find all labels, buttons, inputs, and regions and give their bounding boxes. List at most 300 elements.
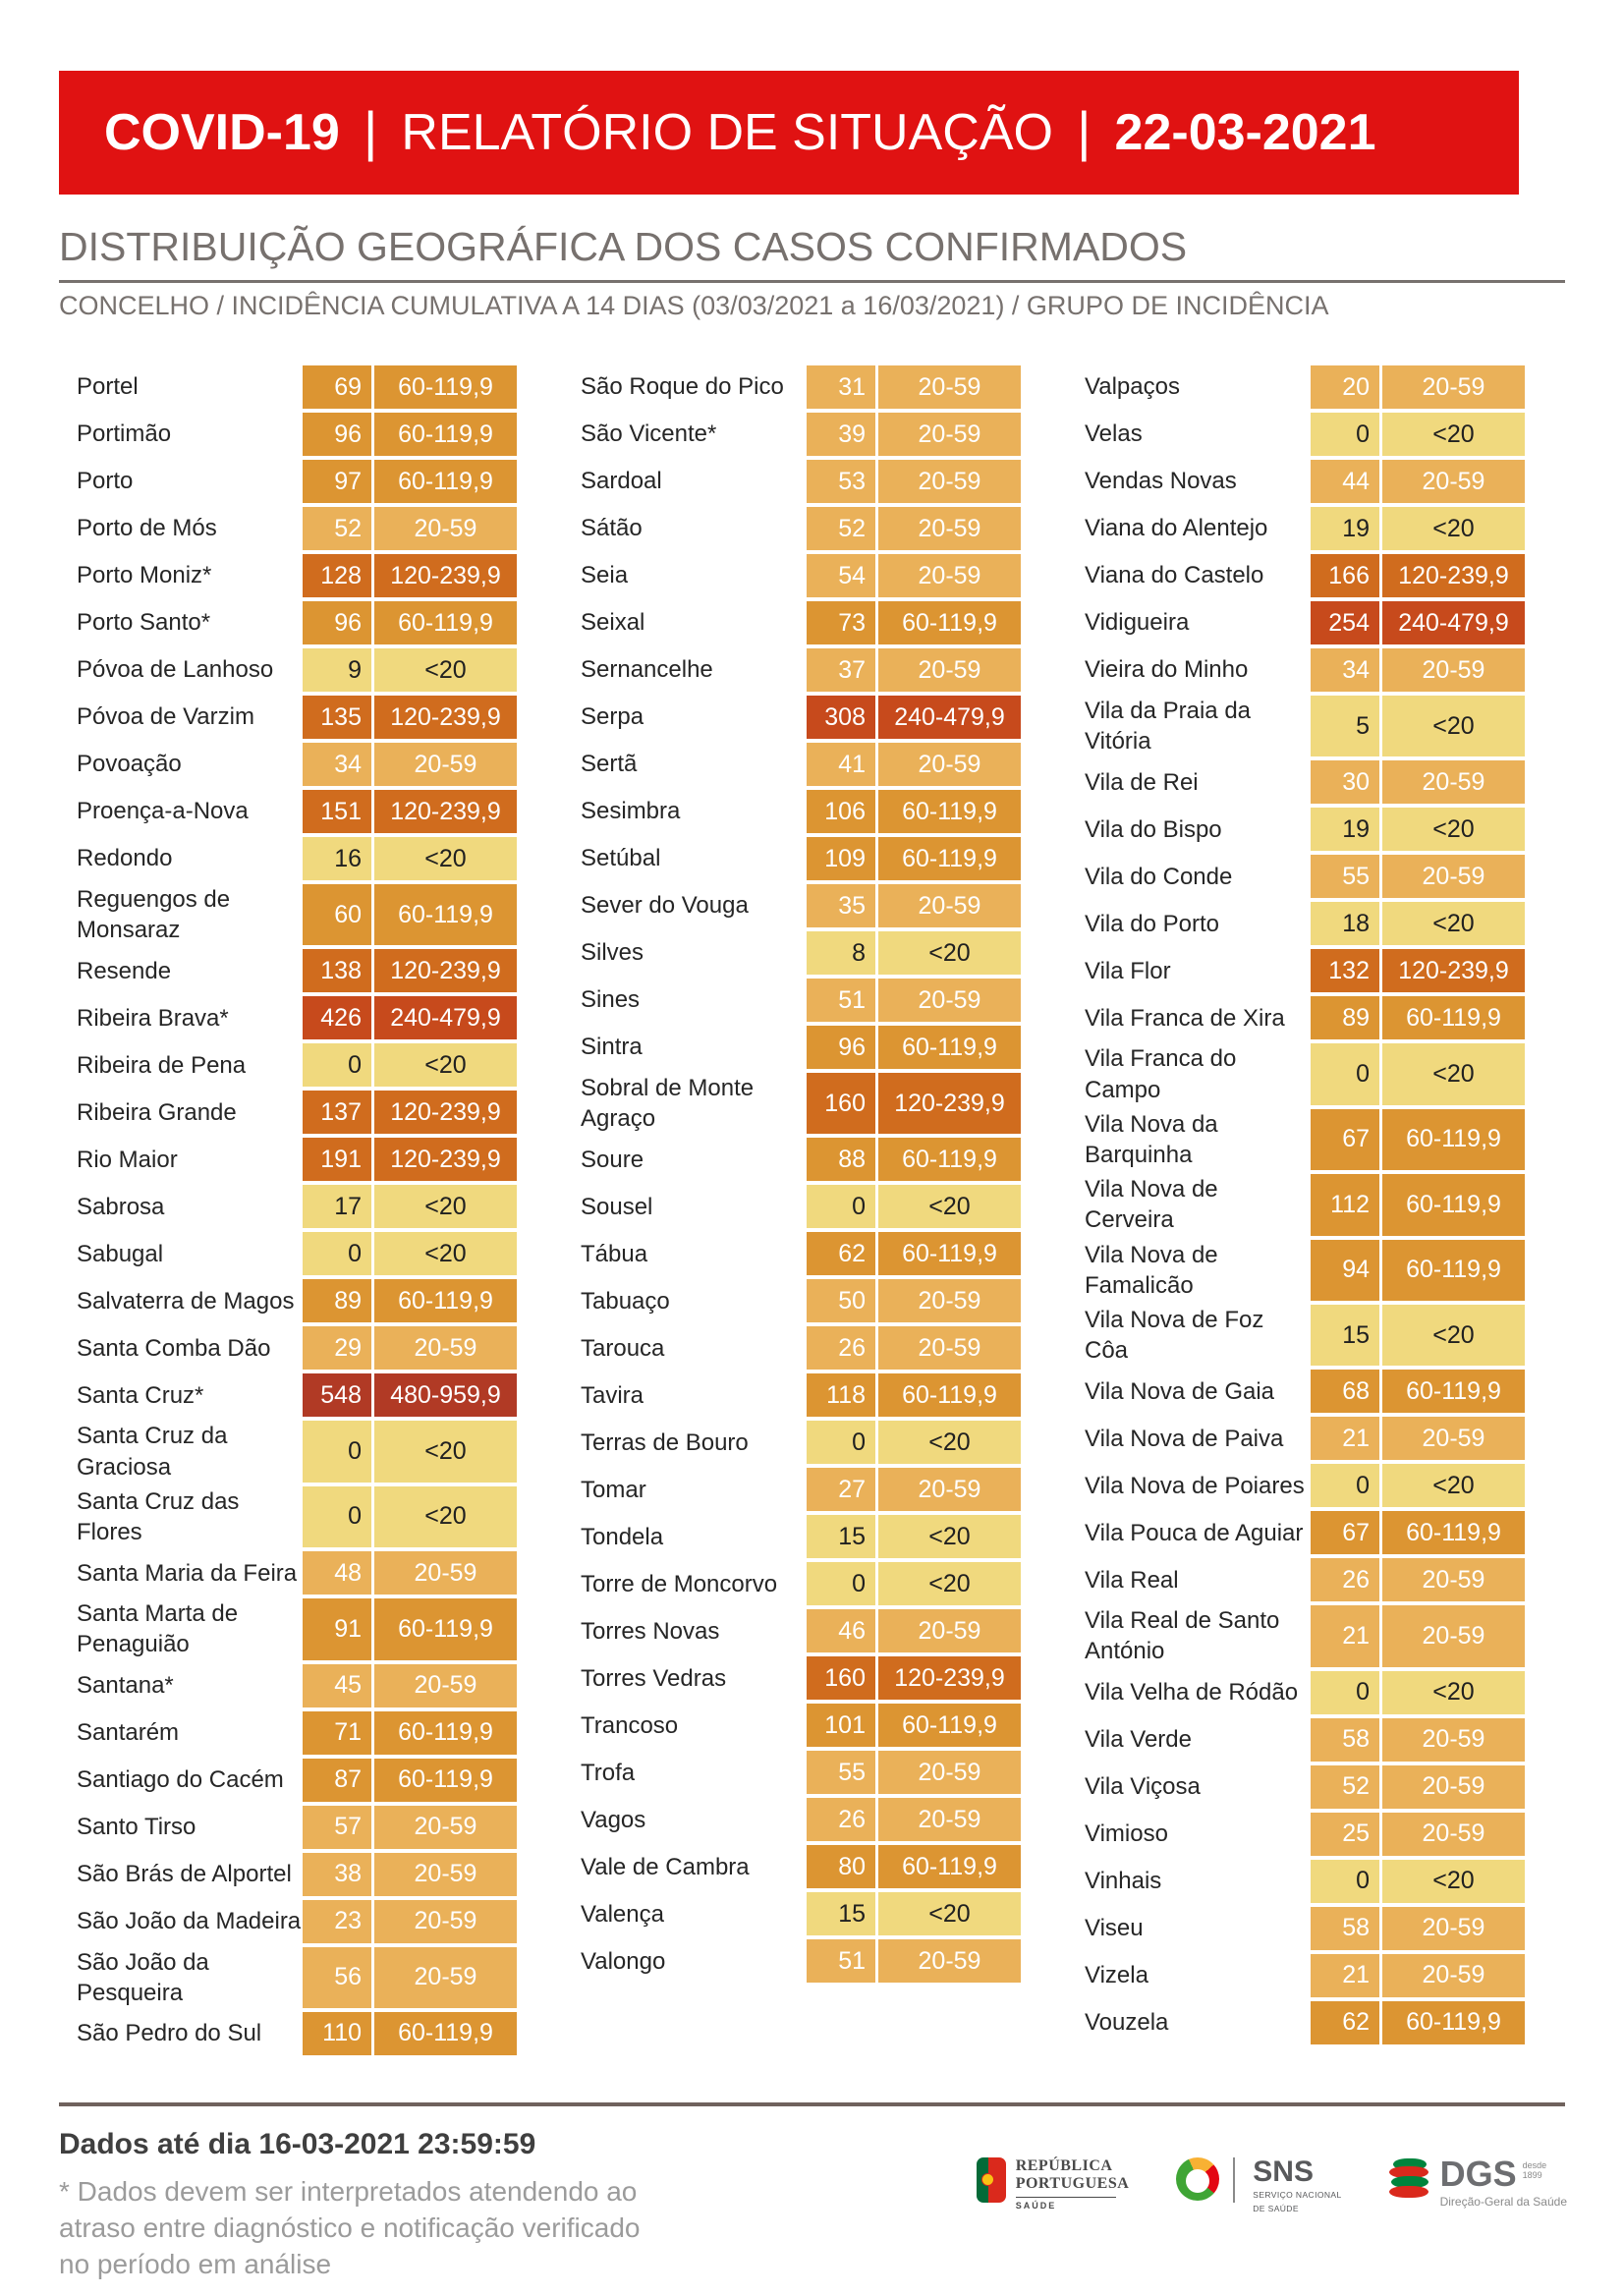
case-value-cell: 46	[807, 1609, 875, 1652]
municipality-name: Vendas Novas	[1085, 468, 1237, 495]
table-row	[1067, 365, 1525, 409]
incidence-group-cell: <20	[374, 1232, 517, 1275]
incidence-group-cell: 480-959,9	[374, 1373, 517, 1417]
table-row	[563, 1326, 1021, 1370]
page-title: DISTRIBUIÇÃO GEOGRÁFICA DOS CASOS CONFIRMADOS	[59, 224, 1565, 283]
municipality-name: Santo Tirso	[77, 1813, 196, 1840]
municipality-name: Tábua	[581, 1240, 648, 1267]
table-row	[563, 1892, 1021, 1935]
municipality-name: Vila Nova de Gaia	[1085, 1377, 1275, 1405]
case-value-cell: 308	[807, 696, 875, 739]
incidence-group-cell: 20-59	[878, 1468, 1021, 1511]
municipality-name: São Brás de Alportel	[77, 1860, 292, 1887]
republica-saude-label: SAÚDE	[1015, 2200, 1057, 2211]
case-value-cell: 27	[807, 1468, 875, 1511]
table-row	[1067, 1860, 1525, 1903]
case-value-cell: 58	[1311, 1907, 1379, 1950]
dgs-logo	[1389, 2154, 1567, 2210]
municipality-name: Vieira do Minho	[1085, 656, 1249, 684]
table-row	[1067, 949, 1525, 992]
table-column-1	[59, 365, 517, 2059]
municipality-name: Sesimbra	[581, 798, 681, 825]
incidence-table	[59, 365, 1525, 2059]
case-value-cell: 34	[1311, 648, 1379, 692]
table-row	[563, 554, 1021, 597]
case-value-cell: 34	[303, 743, 371, 786]
incidence-group-cell: 20-59	[1382, 1605, 1525, 1666]
municipality-name: Porto Santo*	[77, 609, 211, 637]
case-value-cell: 50	[807, 1279, 875, 1322]
table-row	[1067, 902, 1525, 945]
table-row	[59, 1185, 517, 1228]
incidence-group-cell: <20	[374, 1043, 517, 1087]
incidence-group-cell: 60-119,9	[1382, 1109, 1525, 1170]
case-value-cell: 55	[1311, 855, 1379, 898]
incidence-group-cell: 20-59	[878, 743, 1021, 786]
case-value-cell: 0	[807, 1185, 875, 1228]
municipality-name: Vila Nova da Barquinha	[1085, 1110, 1218, 1168]
case-value-cell: 106	[807, 790, 875, 833]
table-row	[59, 1279, 517, 1322]
case-value-cell: 52	[807, 507, 875, 550]
municipality-name: Santa Cruz da Graciosa	[77, 1423, 228, 1481]
incidence-group-cell: 120-239,9	[1382, 949, 1525, 992]
case-value-cell: 112	[1311, 1174, 1379, 1235]
case-value-cell: 0	[303, 1486, 371, 1547]
table-row	[563, 979, 1021, 1022]
case-value-cell: 68	[1311, 1370, 1379, 1413]
case-value-cell: 109	[807, 837, 875, 880]
incidence-group-cell: 60-119,9	[1382, 1174, 1525, 1235]
case-value-cell: 18	[1311, 902, 1379, 945]
incidence-group-cell: <20	[1382, 1305, 1525, 1366]
table-row	[59, 696, 517, 739]
municipality-name: Sabugal	[77, 1240, 164, 1267]
table-row	[563, 1421, 1021, 1464]
table-row	[563, 743, 1021, 786]
incidence-group-cell: 60-119,9	[374, 460, 517, 503]
incidence-group-cell: <20	[1382, 413, 1525, 456]
case-value-cell: 17	[303, 1185, 371, 1228]
case-value-cell: 88	[807, 1138, 875, 1181]
municipality-name: Rio Maior	[77, 1146, 178, 1173]
case-value-cell: 0	[807, 1562, 875, 1605]
table-row	[59, 1947, 517, 2008]
table-row	[563, 1468, 1021, 1511]
case-value-cell: 58	[1311, 1718, 1379, 1762]
incidence-group-cell: <20	[1382, 1671, 1525, 1714]
footnote-text: * Dados devem ser interpretados atendendo ao atraso entre diagnóstico e notificação verificado no período em análise	[59, 2176, 641, 2280]
incidence-group-cell: 240-479,9	[1382, 601, 1525, 644]
incidence-group-cell: 60-119,9	[1382, 1240, 1525, 1301]
municipality-name: Sines	[581, 986, 641, 1014]
table-row	[59, 790, 517, 833]
incidence-group-cell: 20-59	[878, 1279, 1021, 1322]
dgs-subtitle: Direção-Geral da Saúde	[1439, 2195, 1567, 2210]
table-row	[563, 931, 1021, 975]
municipality-name: Santana*	[77, 1671, 174, 1699]
table-row	[1067, 1305, 1525, 1366]
case-value-cell: 45	[303, 1664, 371, 1707]
incidence-group-cell: 60-119,9	[374, 2012, 517, 2055]
case-value-cell: 135	[303, 696, 371, 739]
incidence-group-cell: <20	[878, 1421, 1021, 1464]
table-row	[563, 1373, 1021, 1417]
table-row	[563, 1138, 1021, 1181]
municipality-name: Povoação	[77, 751, 182, 778]
incidence-group-cell: 120-239,9	[878, 1656, 1021, 1700]
table-row	[59, 837, 517, 880]
table-row	[1067, 648, 1525, 692]
incidence-group-cell: 60-119,9	[878, 1026, 1021, 1069]
incidence-group-cell: <20	[878, 1185, 1021, 1228]
incidence-group-cell: 60-119,9	[1382, 2001, 1525, 2044]
municipality-name: Valpaços	[1085, 373, 1180, 401]
case-value-cell: 56	[303, 1947, 371, 2008]
incidence-group-cell: 20-59	[878, 413, 1021, 456]
case-value-cell: 151	[303, 790, 371, 833]
municipality-name: Santa Cruz*	[77, 1381, 204, 1409]
case-value-cell: 96	[807, 1026, 875, 1069]
municipality-name: Tavira	[581, 1381, 644, 1409]
incidence-group-cell: 20-59	[374, 1664, 517, 1707]
case-value-cell: 52	[303, 507, 371, 550]
case-value-cell: 132	[1311, 949, 1379, 992]
table-row	[563, 1939, 1021, 1983]
incidence-group-cell: 20-59	[374, 743, 517, 786]
table-row	[1067, 1813, 1525, 1856]
case-value-cell: 0	[303, 1421, 371, 1482]
table-row	[1067, 1043, 1525, 1104]
table-row	[59, 1486, 517, 1547]
table-row	[563, 837, 1021, 880]
case-value-cell: 9	[303, 648, 371, 692]
municipality-name: Reguengos de Monsaraz	[77, 886, 231, 944]
incidence-group-cell: 20-59	[878, 979, 1021, 1022]
municipality-name: Sertã	[581, 751, 638, 778]
incidence-group-cell: 20-59	[1382, 1907, 1525, 1950]
incidence-group-cell: 20-59	[1382, 648, 1525, 692]
dgs-since: desde 1899	[1522, 2160, 1547, 2180]
incidence-group-cell: 60-119,9	[878, 601, 1021, 644]
table-row	[563, 1185, 1021, 1228]
table-row	[59, 365, 517, 409]
municipality-name: Santa Cruz das Flores	[77, 1487, 240, 1545]
incidence-group-cell: 60-119,9	[1382, 1511, 1525, 1554]
municipality-name: Torres Vedras	[581, 1664, 727, 1692]
data-cutoff-text: Dados até dia 16-03-2021 23:59:59	[59, 2128, 536, 2160]
municipality-name: São Vicente*	[581, 420, 717, 448]
table-row	[59, 1598, 517, 1659]
incidence-group-cell: 60-119,9	[878, 1373, 1021, 1417]
municipality-name: Trofa	[581, 1759, 636, 1786]
case-value-cell: 37	[807, 648, 875, 692]
case-value-cell: 23	[303, 1900, 371, 1943]
incidence-group-cell: 60-119,9	[1382, 1370, 1525, 1413]
republica-rule	[1016, 2197, 1116, 2198]
municipality-name: Resende	[77, 957, 172, 984]
table-row	[1067, 696, 1525, 756]
table-row	[1067, 808, 1525, 851]
table-row	[59, 648, 517, 692]
table-row	[59, 743, 517, 786]
municipality-name: Vila do Bispo	[1085, 815, 1222, 843]
table-row	[59, 413, 517, 456]
case-value-cell: 96	[303, 601, 371, 644]
municipality-name: Vila Viçosa	[1085, 1773, 1201, 1801]
municipality-name: Viana do Alentejo	[1085, 515, 1268, 542]
case-value-cell: 0	[1311, 413, 1379, 456]
incidence-group-cell: <20	[1382, 1043, 1525, 1104]
table-row	[1067, 1109, 1525, 1170]
municipality-name: Vila do Conde	[1085, 863, 1233, 890]
dgs-name: DGS	[1439, 2154, 1517, 2194]
table-row	[563, 413, 1021, 456]
case-value-cell: 69	[303, 365, 371, 409]
table-row	[563, 790, 1021, 833]
incidence-group-cell: <20	[1382, 808, 1525, 851]
case-value-cell: 0	[1311, 1671, 1379, 1714]
case-value-cell: 51	[807, 1939, 875, 1983]
incidence-group-cell: 240-479,9	[374, 996, 517, 1039]
incidence-group-cell: <20	[374, 1185, 517, 1228]
incidence-group-cell: 120-239,9	[374, 1138, 517, 1181]
table-row	[59, 554, 517, 597]
case-value-cell: 15	[807, 1892, 875, 1935]
incidence-group-cell: 20-59	[878, 1751, 1021, 1794]
table-row	[59, 1043, 517, 1087]
case-value-cell: 71	[303, 1711, 371, 1755]
municipality-name: Sousel	[581, 1193, 653, 1220]
case-value-cell: 55	[807, 1751, 875, 1794]
municipality-name: Portimão	[77, 420, 172, 448]
case-value-cell: 39	[807, 413, 875, 456]
table-row	[563, 1704, 1021, 1747]
incidence-group-cell: 20-59	[374, 1551, 517, 1595]
municipality-name: Portel	[77, 373, 139, 401]
municipality-name: Trancoso	[581, 1711, 679, 1739]
municipality-name: Sintra	[581, 1034, 643, 1061]
table-row	[1067, 760, 1525, 804]
incidence-group-cell: 20-59	[374, 1900, 517, 1943]
table-row	[563, 1515, 1021, 1558]
table-row	[1067, 1954, 1525, 1997]
municipality-name: Torres Novas	[581, 1617, 720, 1645]
sns-divider-bar	[1233, 2157, 1235, 2203]
case-value-cell: 67	[1311, 1109, 1379, 1170]
incidence-group-cell: <20	[374, 648, 517, 692]
table-row	[59, 1551, 517, 1595]
case-value-cell: 128	[303, 554, 371, 597]
incidence-group-cell: 60-119,9	[878, 837, 1021, 880]
municipality-name: Vale de Cambra	[581, 1853, 750, 1880]
municipality-name: Santa Maria da Feira	[77, 1559, 298, 1587]
municipality-name: Vila Franca de Xira	[1085, 1004, 1285, 1032]
municipality-name: Santarém	[77, 1718, 180, 1746]
incidence-group-cell: 20-59	[878, 1609, 1021, 1652]
municipality-name: Sátão	[581, 515, 643, 542]
table-row	[59, 1373, 517, 1417]
incidence-group-cell: 20-59	[1382, 365, 1525, 409]
incidence-group-cell: 60-119,9	[374, 884, 517, 945]
incidence-group-cell: 120-239,9	[374, 554, 517, 597]
incidence-group-cell: 20-59	[878, 1939, 1021, 1983]
municipality-name: Santa Comba Dão	[77, 1334, 271, 1362]
incidence-group-cell: 20-59	[1382, 760, 1525, 804]
municipality-name: Vidigueira	[1085, 609, 1190, 637]
case-value-cell: 19	[1311, 808, 1379, 851]
incidence-group-cell: <20	[374, 1421, 517, 1482]
incidence-group-cell: 20-59	[1382, 1417, 1525, 1460]
case-value-cell: 110	[303, 2012, 371, 2055]
banner-separator: |	[1076, 99, 1092, 162]
case-value-cell: 31	[807, 365, 875, 409]
table-row	[59, 1806, 517, 1849]
case-value-cell: 191	[303, 1138, 371, 1181]
incidence-group-cell: 20-59	[374, 507, 517, 550]
table-row	[563, 1026, 1021, 1069]
sns-logo	[1176, 2157, 1341, 2213]
municipality-name: Ribeira Brava*	[77, 1004, 229, 1032]
case-value-cell: 21	[1311, 1417, 1379, 1460]
incidence-group-cell: 60-119,9	[374, 1279, 517, 1322]
municipality-name: Vouzela	[1085, 2009, 1169, 2037]
incidence-group-cell: 120-239,9	[374, 696, 517, 739]
municipality-name: Póvoa de Varzim	[77, 703, 254, 731]
municipality-name: Vila de Rei	[1085, 768, 1199, 796]
banner-report-title: RELATÓRIO DE SITUAÇÃO	[401, 104, 1053, 161]
table-row	[563, 1751, 1021, 1794]
incidence-group-cell: <20	[374, 837, 517, 880]
footer-logos	[977, 2154, 1567, 2213]
incidence-group-cell: <20	[878, 931, 1021, 975]
municipality-name: Vila Flor	[1085, 957, 1171, 984]
municipality-name: Vila Nova de Foz Côa	[1085, 1306, 1264, 1365]
footer-divider	[59, 2102, 1565, 2106]
incidence-group-cell: 20-59	[878, 884, 1021, 927]
table-row	[1067, 1558, 1525, 1601]
incidence-group-cell: 60-119,9	[374, 1759, 517, 1802]
incidence-group-cell: <20	[374, 1486, 517, 1547]
municipality-name: São Pedro do Sul	[77, 2020, 262, 2047]
incidence-group-cell: 20-59	[374, 1806, 517, 1849]
case-value-cell: 67	[1311, 1511, 1379, 1554]
table-row	[563, 1656, 1021, 1700]
municipality-name: Valongo	[581, 1947, 666, 1975]
case-value-cell: 57	[303, 1806, 371, 1849]
incidence-group-cell: 60-119,9	[374, 413, 517, 456]
municipality-name: Tabuaço	[581, 1287, 670, 1315]
table-row	[563, 1279, 1021, 1322]
table-row	[59, 1326, 517, 1370]
incidence-group-cell: 20-59	[878, 1326, 1021, 1370]
incidence-group-cell: <20	[878, 1892, 1021, 1935]
page-subtitle: CONCELHO / INCIDÊNCIA CUMULATIVA A 14 DIAS (03/03/2021 a 16/03/2021) / GRUPO DE INCIDÊNCIA	[59, 291, 1329, 320]
case-value-cell: 254	[1311, 601, 1379, 644]
incidence-group-cell: 60-119,9	[878, 1845, 1021, 1888]
table-row	[59, 2012, 517, 2055]
republica-portuguesa-logo	[977, 2157, 1130, 2211]
case-value-cell: 51	[807, 979, 875, 1022]
table-row	[1067, 2001, 1525, 2044]
case-value-cell: 8	[807, 931, 875, 975]
table-row	[1067, 507, 1525, 550]
table-row	[1067, 413, 1525, 456]
table-row	[59, 1759, 517, 1802]
municipality-name: Sernancelhe	[581, 656, 713, 684]
case-value-cell: 87	[303, 1759, 371, 1802]
case-value-cell: 30	[1311, 760, 1379, 804]
republica-line1: REPÚBLICA	[1015, 2157, 1113, 2174]
table-row	[563, 1609, 1021, 1652]
municipality-name: Porto de Mós	[77, 515, 217, 542]
table-row	[59, 884, 517, 945]
case-value-cell: 53	[807, 460, 875, 503]
table-row	[1067, 855, 1525, 898]
table-row	[59, 996, 517, 1039]
incidence-group-cell: <20	[1382, 696, 1525, 756]
banner-date: 22-03-2021	[1114, 104, 1376, 161]
incidence-group-cell: 20-59	[1382, 1954, 1525, 1997]
incidence-group-cell: <20	[878, 1562, 1021, 1605]
municipality-name: Sardoal	[581, 468, 662, 495]
table-row	[563, 601, 1021, 644]
case-value-cell: 0	[303, 1232, 371, 1275]
banner-app-name: COVID-19	[104, 104, 340, 161]
case-value-cell: 91	[303, 1598, 371, 1659]
municipality-name: Vila Nova de Poiares	[1085, 1472, 1305, 1499]
municipality-name: Póvoa de Lanhoso	[77, 656, 274, 684]
case-value-cell: 21	[1311, 1605, 1379, 1666]
case-value-cell: 160	[807, 1656, 875, 1700]
sns-subtitle-line2: DE SAÚDE	[1253, 2203, 1299, 2213]
municipality-name: Soure	[581, 1146, 644, 1173]
case-value-cell: 137	[303, 1091, 371, 1134]
table-row	[59, 507, 517, 550]
case-value-cell: 35	[807, 884, 875, 927]
table-row	[1067, 1605, 1525, 1666]
incidence-group-cell: <20	[1382, 1860, 1525, 1903]
incidence-group-cell: <20	[1382, 1464, 1525, 1507]
municipality-name: Vagos	[581, 1806, 646, 1833]
incidence-group-cell: 60-119,9	[374, 365, 517, 409]
municipality-name: Proença-a-Nova	[77, 798, 249, 825]
municipality-name: Vila da Praia da Vitória	[1085, 698, 1252, 756]
case-value-cell: 138	[303, 949, 371, 992]
incidence-group-cell: 20-59	[1382, 1765, 1525, 1809]
table-row	[563, 1073, 1021, 1134]
table-row	[563, 696, 1021, 739]
incidence-group-cell: 20-59	[1382, 1718, 1525, 1762]
table-row	[59, 1711, 517, 1755]
table-row	[59, 1232, 517, 1275]
table-row	[563, 648, 1021, 692]
incidence-group-cell: 60-119,9	[1382, 996, 1525, 1039]
republica-line2: PORTUGUESA	[1015, 2174, 1130, 2192]
case-value-cell: 160	[807, 1073, 875, 1134]
incidence-group-cell: 60-119,9	[878, 1232, 1021, 1275]
municipality-name: São João da Pesqueira	[77, 1948, 209, 2006]
table-column-3	[1067, 365, 1525, 2059]
municipality-name: Vila Real de Santo António	[1085, 1607, 1280, 1665]
table-column-2	[563, 365, 1021, 2059]
municipality-name: Salvaterra de Magos	[77, 1287, 295, 1315]
municipality-name: Vila Real	[1085, 1566, 1179, 1594]
table-row	[59, 1138, 517, 1181]
municipality-name: Vimioso	[1085, 1820, 1168, 1848]
table-row	[59, 601, 517, 644]
table-row	[1067, 601, 1525, 644]
